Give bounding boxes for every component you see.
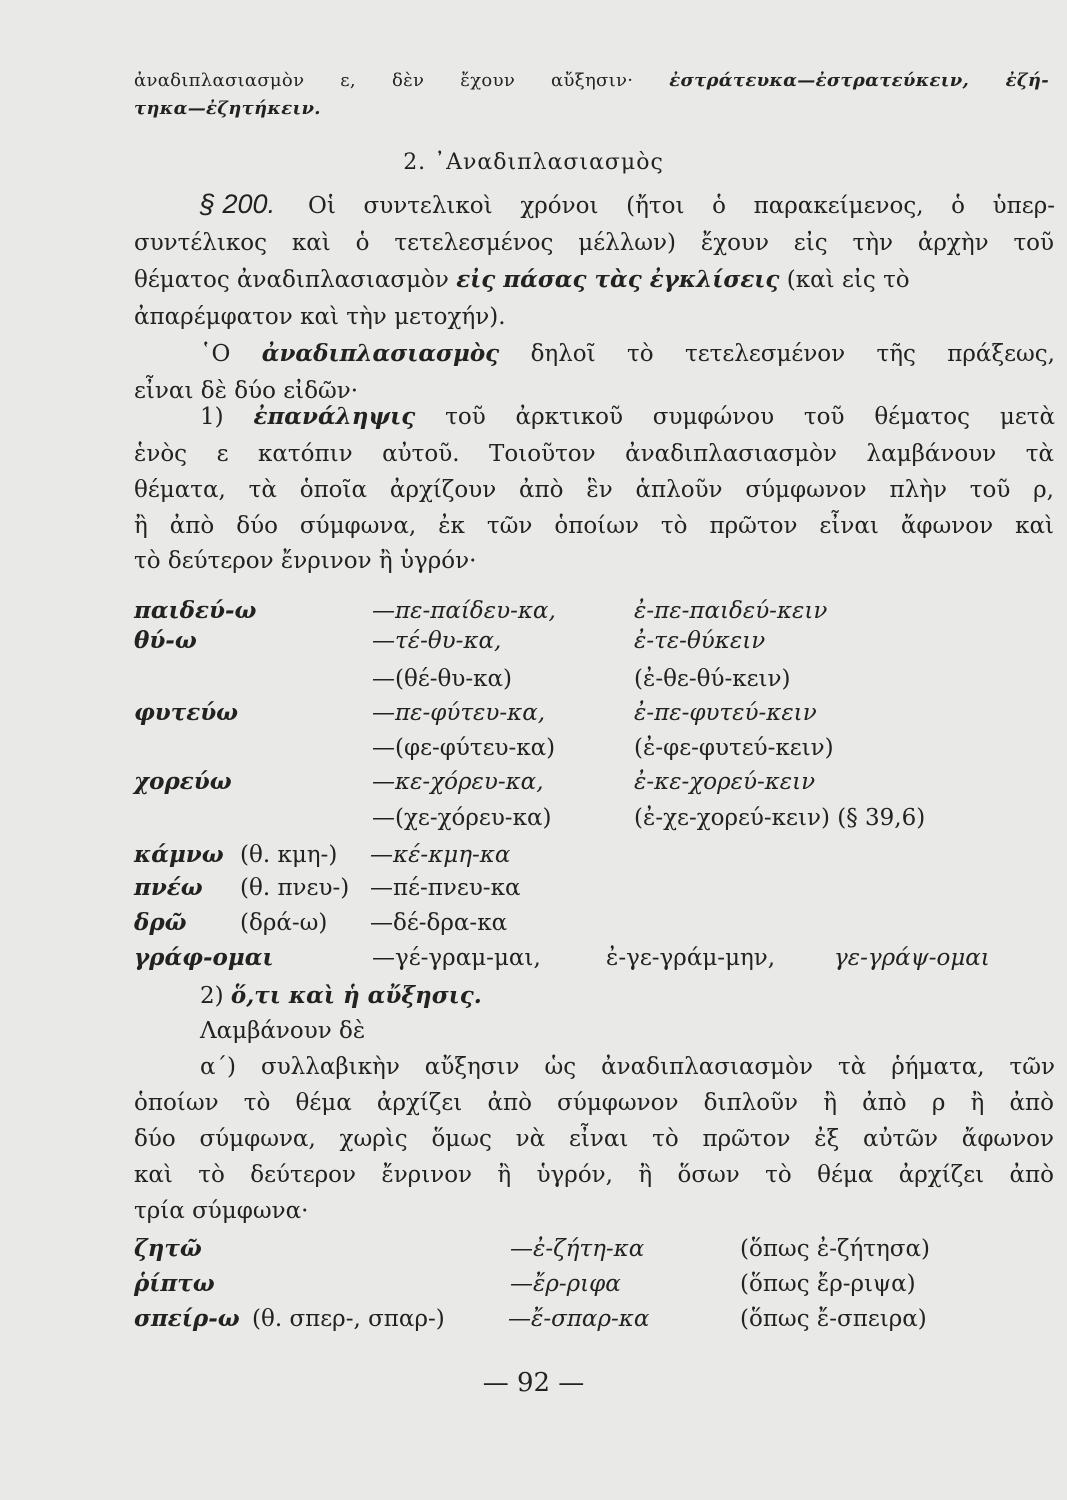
verb: φυτεύω	[134, 699, 239, 726]
def-line-2: εἶναι δὲ δύο εἰδῶν·	[134, 378, 359, 404]
para200-line-4: ἀπαρέμφατον καὶ τὴν μετοχήν).	[134, 304, 506, 330]
rule2-a-line-2: ὁποίων τὸ θέμα ἀρχίζει ἀπὸ σύμφωνον διπλοῦν ἢ ἀπὸ ρ ἢ ἀπὸ	[134, 1090, 1054, 1116]
verb: σπείρ-ω	[134, 1305, 240, 1332]
perfect: —(θέ-θυ-κα)	[372, 666, 512, 692]
page-number: — 92 —	[482, 1368, 585, 1398]
rule1-line-2: ἑνὸς ε κατόπιν αὐτοῦ. Τοιοῦτον ἀναδιπλασιασμὸν λαμβάνουν τὰ	[134, 441, 1054, 467]
verb: ζητῶ	[134, 1235, 202, 1262]
rule2-term: ὅ,τι καὶ ἡ αὔξησις.	[230, 982, 482, 1009]
rule2-a-line-3: δύο σύμφωνα, χωρὶς ὅμως νὰ εἶναι τὸ πρῶτον ἐξ αὐτῶν ἄφωνον	[134, 1126, 1054, 1152]
stem: (θ. πνευ-)	[240, 875, 350, 901]
pluperfect: ἐ-πε-παιδεύ-κειν	[634, 598, 828, 624]
pluperfect: ἐ-πε-φυτεύ-κειν	[634, 700, 817, 726]
pluperfect: ἐ-κε-χορεύ-κειν	[634, 769, 816, 795]
rule1-number: 1)	[200, 404, 224, 430]
para200-text-1: Οἱ συντελικοὶ χρόνοι (ἤτοι ὁ παρακείμενος, ὁ ὑπερ-	[308, 193, 1055, 219]
def-article: ῾Ο	[200, 341, 231, 367]
intro-example-2: τηκα—ἐζητήκειν.	[134, 98, 321, 119]
verb: κάμνω	[134, 841, 224, 868]
stem: (δρά-ω)	[240, 910, 328, 936]
section-number: § 200.	[200, 189, 276, 219]
perfect: —ἐ-ζήτη-κα	[510, 1236, 645, 1262]
para200-line-2: συντέλικος καὶ ὁ τετελεσμένος μέλλων) ἔχουν εἰς τὴν ἀρχὴν τοῦ	[134, 230, 1054, 256]
rule1-line-1	[200, 402, 1055, 432]
intro-text: ἀναδιπλασιασμὸν ε, δὲν ἔχουν αὔξησιν·	[134, 70, 634, 91]
perfect: —πέ-πνευ-κα	[370, 875, 521, 901]
perfect: —κέ-κμη-κα	[370, 842, 511, 868]
note: (ὅπως ἔρ-ριψα)	[740, 1271, 916, 1297]
perfect: —(φε-φύτευ-κα)	[372, 735, 556, 761]
intro-line-2	[134, 94, 1054, 124]
pluperfect: (ἐ-χε-χορεύ-κειν) (§ 39,6)	[634, 805, 926, 831]
rule2-a-line-4: καὶ τὸ δεύτερον ἔνρινον ἢ ὑγρόν, ἢ ὅσων τὸ θέμα ἀρχίζει ἀπὸ	[134, 1162, 1054, 1188]
def-line-1	[200, 339, 1055, 369]
pluperfect: (ἐ-θε-θύ-κειν)	[634, 666, 791, 692]
verb: χορεύω	[134, 768, 232, 795]
rule2-a-line-5: τρία σύμφωνα·	[134, 1198, 309, 1224]
perfect: —ἔ-σπαρ-κα	[508, 1306, 650, 1332]
intro-line-1	[134, 66, 1049, 96]
intro-example: ἐστράτευκα—ἐστρατεύκειν, ἐζή-	[669, 70, 1049, 91]
pluperfect: (ἐ-φε-φυτεύ-κειν)	[634, 735, 834, 761]
future-perfect: γε-γράψ-ομαι	[834, 945, 990, 971]
perfect: —γέ-γραμ-μαι,	[372, 945, 541, 971]
section-heading: 2. ᾿Αναδιπλασιασμὸς	[403, 150, 664, 175]
note: (ὅπως ἐ-ζήτησα)	[740, 1236, 930, 1262]
verb: πνέω	[134, 874, 203, 901]
rule2-number: 2)	[200, 983, 224, 1009]
para200-text-3a: θέματος ἀναδιπλασιασμὸν	[134, 267, 449, 293]
para200-line-3	[134, 265, 1054, 295]
rule1-line-4: ἢ ἀπὸ δύο σύμφωνα, ἐκ τῶν ὁποίων τὸ πρῶτον εἶναι ἄφωνον καὶ	[134, 513, 1054, 539]
verb: ῥίπτω	[134, 1270, 215, 1297]
note: (ὅπως ἔ-σπειρα)	[740, 1306, 927, 1332]
rule1-line-5: τὸ δεύτερον ἔνρινον ἢ ὑγρόν·	[134, 548, 477, 574]
def-term: ἀναδιπλασιασμὸς	[261, 340, 500, 367]
perfect: —ἔρ-ριφα	[510, 1271, 621, 1297]
perfect: —πε-παίδευ-κα,	[372, 598, 556, 624]
pluperfect: ἐ-τε-θύκειν	[634, 628, 766, 654]
perfect: —(χε-χόρευ-κα)	[372, 805, 552, 831]
def-text: δηλοῖ τὸ τετελεσμένον τῆς πράξεως,	[530, 341, 1055, 367]
rule2-a-line-1: α΄) συλλαβικὴν αὔξησιν ὡς ἀναδιπλασιασμὸν τὰ ῥήματα, τῶν	[200, 1054, 1055, 1080]
pluperfect: ἐ-γε-γράμ-μην,	[606, 945, 776, 971]
verb: θύ-ω	[134, 627, 197, 654]
perfect: —πε-φύτευ-κα,	[372, 700, 546, 726]
rule1-line-3: θέματα, τὰ ὁποῖα ἀρχίζουν ἀπὸ ἓν ἁπλοῦν σύμφωνον πλὴν τοῦ ρ,	[134, 477, 1054, 503]
stem: (θ. σπερ-, σπαρ-)	[252, 1306, 445, 1332]
perfect: —κε-χόρευ-κα,	[372, 769, 544, 795]
rule1-term: ἐπανάληψις	[253, 403, 416, 430]
para200-emph: εἰς πάσας τὰς ἐγκλίσεις	[456, 266, 780, 293]
stem: (θ. κμη-)	[240, 842, 338, 868]
verb: παιδεύ-ω	[134, 597, 257, 624]
rule2-line-1	[200, 981, 1067, 1011]
verb: γράφ-ομαι	[134, 944, 274, 971]
rule2-line-2: Λαμβάνουν δὲ	[200, 1018, 366, 1044]
rule1-text: τοῦ ἀρκτικοῦ συμφώνου τοῦ θέματος μετὰ	[445, 404, 1056, 430]
perfect: —τέ-θυ-κα,	[372, 628, 502, 654]
perfect: —δέ-δρα-κα	[370, 910, 508, 936]
para200-text-3c: (καὶ εἰς τὸ	[786, 267, 910, 293]
verb: δρῶ	[134, 909, 187, 936]
